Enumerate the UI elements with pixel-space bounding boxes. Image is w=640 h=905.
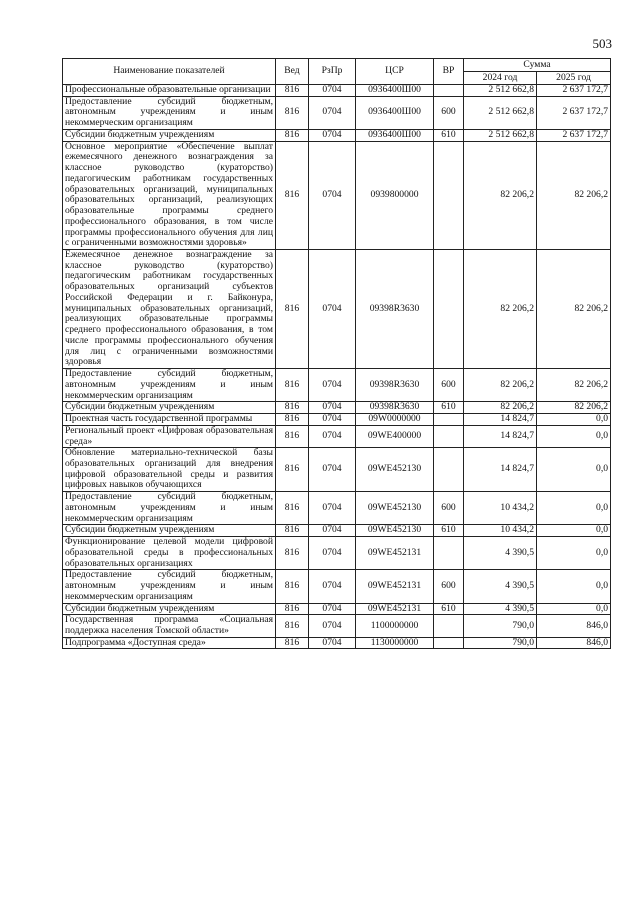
cell-ved: 816: [276, 141, 309, 249]
cell-sum-2025: 82 206,2: [537, 369, 611, 402]
cell-ved: 816: [276, 537, 309, 570]
cell-sum-2024: 82 206,2: [464, 369, 537, 402]
table-row: [63, 96, 611, 129]
cell-sum-2025: 82 206,2: [537, 250, 611, 369]
cell-vr: 610: [434, 129, 464, 141]
cell-sum-2024: 790,0: [464, 637, 537, 649]
cell-rzpr: 0704: [309, 96, 356, 129]
cell-csr: 09398R3630: [356, 402, 434, 414]
cell-ved: 816: [276, 525, 309, 537]
table-row: [63, 448, 611, 492]
cell-name: Предоставление субсидий бюджетным, автономным учреждениям и иным некоммерческим организациям: [63, 492, 276, 525]
cell-vr: 600: [434, 369, 464, 402]
cell-vr: [434, 637, 464, 649]
cell-ved: 816: [276, 637, 309, 649]
cell-sum-2024: 4 390,5: [464, 570, 537, 603]
cell-sum-2024: 4 390,5: [464, 537, 537, 570]
cell-rzpr: 0704: [309, 85, 356, 97]
cell-csr: 1100000000: [356, 615, 434, 637]
cell-csr: 09WE452130: [356, 525, 434, 537]
cell-sum-2025: 82 206,2: [537, 141, 611, 249]
cell-ved: 816: [276, 96, 309, 129]
cell-ved: 816: [276, 615, 309, 637]
table-row: [63, 492, 611, 525]
cell-ved: 816: [276, 402, 309, 414]
cell-sum-2025: 0,0: [537, 537, 611, 570]
cell-vr: [434, 448, 464, 492]
cell-name: Предоставление субсидий бюджетным, автономным учреждениям и иным некоммерческим организациям: [63, 96, 276, 129]
cell-vr: 600: [434, 96, 464, 129]
cell-name: Ежемесячное денежное вознаграждение за классное руководство (кураторство) педагогическим работникам государственных образовательных организаций субъектов Российской Федерации и г. Байконура, муниципальных образовательных организаций, реализующих образовательные программы среднего профессионального образования, в том числе программы профессионального обучения для лиц с ограниченными возможностями здоровья: [63, 250, 276, 369]
cell-ved: 816: [276, 570, 309, 603]
cell-vr: [434, 425, 464, 447]
cell-sum-2025: 0,0: [537, 603, 611, 615]
cell-ved: 816: [276, 603, 309, 615]
cell-sum-2024: 10 434,2: [464, 492, 537, 525]
cell-ved: 816: [276, 448, 309, 492]
cell-name: Субсидии бюджетным учреждениям: [63, 603, 276, 615]
cell-sum-2024: 790,0: [464, 615, 537, 637]
cell-vr: [434, 250, 464, 369]
cell-sum-2025: 0,0: [537, 525, 611, 537]
table-header: [63, 59, 611, 85]
table-row: [63, 141, 611, 249]
cell-sum-2024: 4 390,5: [464, 603, 537, 615]
cell-rzpr: 0704: [309, 141, 356, 249]
cell-name: Субсидии бюджетным учреждениям: [63, 129, 276, 141]
cell-name: Проектная часть государственной программы: [63, 414, 276, 426]
cell-ved: 816: [276, 414, 309, 426]
cell-name: Функционирование целевой модели цифровой образовательной среды в профессиональных образовательных организациях: [63, 537, 276, 570]
cell-rzpr: 0704: [309, 637, 356, 649]
page-number: 503: [592, 36, 612, 51]
table-row: [63, 250, 611, 369]
cell-name: Основное мероприятие «Обеспечение выплат ежемесячного денежного вознаграждения за классное руководство (кураторство) педагогическим работникам государственных образовательных организаций, муниципальных образовательных организаций, реализующих образовательные программы среднего профессионального образования, в том числе программы профессионального обучения для лиц с ограниченными возможностями здоровья»: [63, 141, 276, 249]
header-year-2025: 2025 год: [537, 72, 611, 85]
cell-name: Субсидии бюджетным учреждениям: [63, 402, 276, 414]
cell-vr: 610: [434, 603, 464, 615]
table-row: [63, 414, 611, 426]
table-body: [63, 85, 611, 649]
cell-vr: 610: [434, 402, 464, 414]
cell-csr: 09W0000000: [356, 414, 434, 426]
cell-csr: 09WE400000: [356, 425, 434, 447]
cell-rzpr: 0704: [309, 570, 356, 603]
header-csr: ЦСР: [356, 59, 434, 85]
cell-rzpr: 0704: [309, 492, 356, 525]
table-row: [63, 369, 611, 402]
cell-name: Предоставление субсидий бюджетным, автономным учреждениям и иным некоммерческим организациям: [63, 570, 276, 603]
cell-rzpr: 0704: [309, 250, 356, 369]
cell-rzpr: 0704: [309, 537, 356, 570]
table-row: [63, 425, 611, 447]
table-row: [63, 537, 611, 570]
cell-csr: 1130000000: [356, 637, 434, 649]
cell-csr: 09398R3630: [356, 250, 434, 369]
cell-csr: 0939800000: [356, 141, 434, 249]
cell-ved: 816: [276, 425, 309, 447]
cell-csr: 0936400Ш00: [356, 85, 434, 97]
cell-csr: 09WE452130: [356, 492, 434, 525]
cell-vr: [434, 537, 464, 570]
cell-sum-2025: 846,0: [537, 637, 611, 649]
cell-name: Государственная программа «Социальная поддержка населения Томской области»: [63, 615, 276, 637]
cell-rzpr: 0704: [309, 402, 356, 414]
cell-rzpr: 0704: [309, 448, 356, 492]
cell-vr: [434, 615, 464, 637]
header-sum: Сумма: [464, 59, 611, 72]
cell-vr: 600: [434, 570, 464, 603]
cell-sum-2024: 2 512 662,8: [464, 96, 537, 129]
cell-sum-2024: 2 512 662,8: [464, 129, 537, 141]
table-row: [63, 525, 611, 537]
header-vr: ВР: [434, 59, 464, 85]
cell-csr: 09WE452131: [356, 603, 434, 615]
cell-vr: 610: [434, 525, 464, 537]
cell-csr: 09WE452130: [356, 448, 434, 492]
cell-sum-2024: 10 434,2: [464, 525, 537, 537]
cell-ved: 816: [276, 492, 309, 525]
cell-rzpr: 0704: [309, 525, 356, 537]
cell-sum-2025: 2 637 172,7: [537, 96, 611, 129]
cell-sum-2024: 14 824,7: [464, 425, 537, 447]
cell-sum-2025: 2 637 172,7: [537, 85, 611, 97]
cell-sum-2025: 846,0: [537, 615, 611, 637]
cell-sum-2025: 0,0: [537, 492, 611, 525]
cell-sum-2024: 14 824,7: [464, 414, 537, 426]
cell-sum-2025: 82 206,2: [537, 402, 611, 414]
cell-rzpr: 0704: [309, 129, 356, 141]
header-name: Наименование показателей: [63, 59, 276, 85]
cell-csr: 0936400Ш00: [356, 96, 434, 129]
header-year-2024: 2024 год: [464, 72, 537, 85]
cell-csr: 09WE452131: [356, 537, 434, 570]
cell-ved: 816: [276, 250, 309, 369]
table-row: [63, 402, 611, 414]
cell-vr: [434, 85, 464, 97]
table-row: [63, 637, 611, 649]
cell-csr: 09WE452131: [356, 570, 434, 603]
cell-ved: 816: [276, 129, 309, 141]
cell-name: Региональный проект «Цифровая образовательная среда»: [63, 425, 276, 447]
cell-rzpr: 0704: [309, 603, 356, 615]
cell-sum-2025: 0,0: [537, 448, 611, 492]
budget-table: [62, 58, 611, 649]
cell-name: Обновление материально-технической базы образовательных организаций для внедрения цифровой образовательной среды и развития цифровых навыков обучающихся: [63, 448, 276, 492]
cell-ved: 816: [276, 85, 309, 97]
cell-sum-2024: 82 206,2: [464, 250, 537, 369]
table-row: [63, 603, 611, 615]
cell-rzpr: 0704: [309, 615, 356, 637]
cell-rzpr: 0704: [309, 369, 356, 402]
header-ved: Вед: [276, 59, 309, 85]
table-row: [63, 570, 611, 603]
cell-sum-2024: 82 206,2: [464, 141, 537, 249]
cell-name: Профессиональные образовательные организации: [63, 85, 276, 97]
cell-csr: 0936400Ш00: [356, 129, 434, 141]
cell-name: Подпрограмма «Доступная среда»: [63, 637, 276, 649]
cell-csr: 09398R3630: [356, 369, 434, 402]
header-rzpr: РзПр: [309, 59, 356, 85]
cell-vr: 600: [434, 492, 464, 525]
cell-vr: [434, 141, 464, 249]
cell-name: Предоставление субсидий бюджетным, автономным учреждениям и иным некоммерческим организациям: [63, 369, 276, 402]
cell-name: Субсидии бюджетным учреждениям: [63, 525, 276, 537]
table-row: [63, 615, 611, 637]
cell-vr: [434, 414, 464, 426]
cell-sum-2024: 82 206,2: [464, 402, 537, 414]
table-row: [63, 129, 611, 141]
cell-sum-2025: 0,0: [537, 425, 611, 447]
cell-ved: 816: [276, 369, 309, 402]
cell-sum-2025: 0,0: [537, 570, 611, 603]
cell-rzpr: 0704: [309, 414, 356, 426]
cell-sum-2024: 2 512 662,8: [464, 85, 537, 97]
table-row: [63, 85, 611, 97]
cell-rzpr: 0704: [309, 425, 356, 447]
cell-sum-2025: 2 637 172,7: [537, 129, 611, 141]
cell-sum-2025: 0,0: [537, 414, 611, 426]
cell-sum-2024: 14 824,7: [464, 448, 537, 492]
